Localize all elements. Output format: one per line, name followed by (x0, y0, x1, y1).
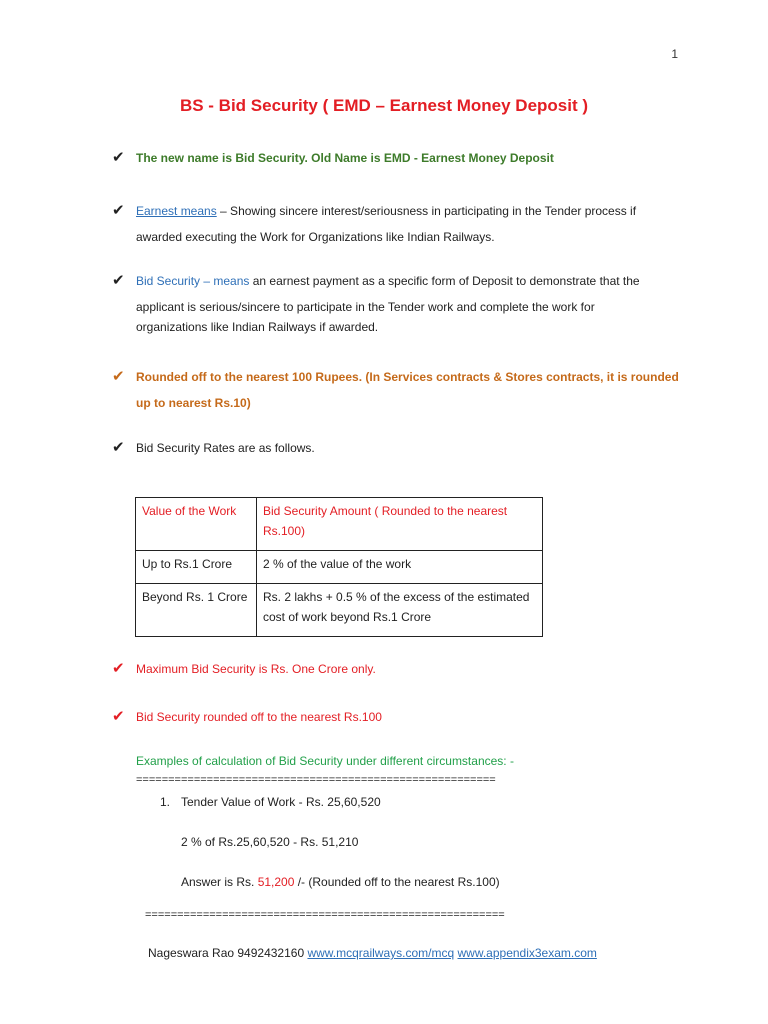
bullet-text: an earnest payment as a specific form of Deposit to demonstrate that the (249, 274, 640, 288)
bullet-rates-intro (112, 438, 682, 458)
example-item: Tender Value of Work - Rs. 25,60,520 (181, 795, 381, 809)
table-cell: Rs. 2 lakhs + 0.5 % of the excess of the estimated cost of work beyond Rs.1 Crore (257, 584, 543, 637)
table-cell: Beyond Rs. 1 Crore (136, 584, 257, 637)
bullet-text: applicant is serious/sincere to participate in the Tender work and complete the work for (136, 300, 595, 314)
mcqrailways-link[interactable]: www.mcqrailways.com/mcq (307, 946, 455, 960)
bullet-text: Bid Security Rates are as follows. (136, 441, 315, 455)
bullet-maximum (112, 659, 682, 679)
example-answer: Answer is Rs. 51,200 /- (Rounded off to the nearest Rs.100) (181, 875, 500, 889)
table-row (136, 551, 543, 584)
examples-heading: Examples of calculation of Bid Security under different circumstances: - (136, 754, 514, 768)
example-calculation: 2 % of Rs.25,60,520 - Rs. 51,210 (181, 835, 359, 849)
appendix3exam-link[interactable]: www.appendix3exam.com (457, 946, 597, 960)
bullet-earnest-means (112, 198, 682, 250)
check-icon: ✔ (112, 149, 125, 166)
page-number: 1 (671, 47, 678, 61)
answer-value: 51,200 (257, 875, 295, 889)
bullet-text: up to nearest Rs.10) (136, 396, 251, 410)
check-icon: ✔ (112, 660, 125, 677)
bid-security-term: Bid Security – means (136, 274, 250, 288)
bullet-text: Rounded off to the nearest 100 Rupees. (In Services contracts & Stores contracts, it is rounded (136, 370, 679, 384)
bullet-text: – Showing sincere interest/seriousness in participating in the Tender process if (216, 204, 637, 218)
table-header-cell: Bid Security Amount ( Rounded to the nearest Rs.100) (257, 498, 543, 551)
check-icon: ✔ (112, 708, 125, 725)
check-icon: ✔ (112, 368, 125, 385)
earnest-means-link[interactable]: Earnest means (136, 204, 217, 218)
bullet-new-name (112, 148, 682, 168)
separator-line: ======================================================== (145, 909, 505, 921)
footer (148, 946, 597, 960)
check-icon: ✔ (112, 272, 125, 289)
example-item-number: 1. (160, 795, 171, 809)
bullet-bid-security-means (112, 271, 682, 337)
table-cell: 2 % of the value of the work (257, 551, 543, 584)
bullet-text: awarded executing the Work for Organizations like Indian Railways. (136, 230, 495, 244)
separator-line: ======================================================== (136, 774, 496, 786)
footer-author: Nageswara Rao 9492432160 (148, 946, 308, 960)
bullet-text: The new name is Bid Security. Old Name is EMD - Earnest Money Deposit (136, 151, 554, 165)
bullet-rounded-100 (112, 707, 682, 727)
check-icon: ✔ (112, 202, 125, 219)
table-header-row (136, 498, 543, 551)
check-icon: ✔ (112, 439, 125, 456)
table-cell: Up to Rs.1 Crore (136, 551, 257, 584)
bullet-text: Bid Security rounded off to the nearest Rs.100 (136, 710, 382, 724)
table-header-cell: Value of the Work (136, 498, 257, 551)
bid-security-rates-table (135, 497, 543, 637)
bullet-rounded-off (112, 364, 682, 416)
document-title: BS - Bid Security ( EMD – Earnest Money Deposit ) (179, 96, 589, 115)
bullet-text: organizations like Indian Railways if awarded. (136, 320, 379, 334)
bullet-text: Maximum Bid Security is Rs. One Crore only. (136, 662, 376, 676)
table-row (136, 584, 543, 637)
